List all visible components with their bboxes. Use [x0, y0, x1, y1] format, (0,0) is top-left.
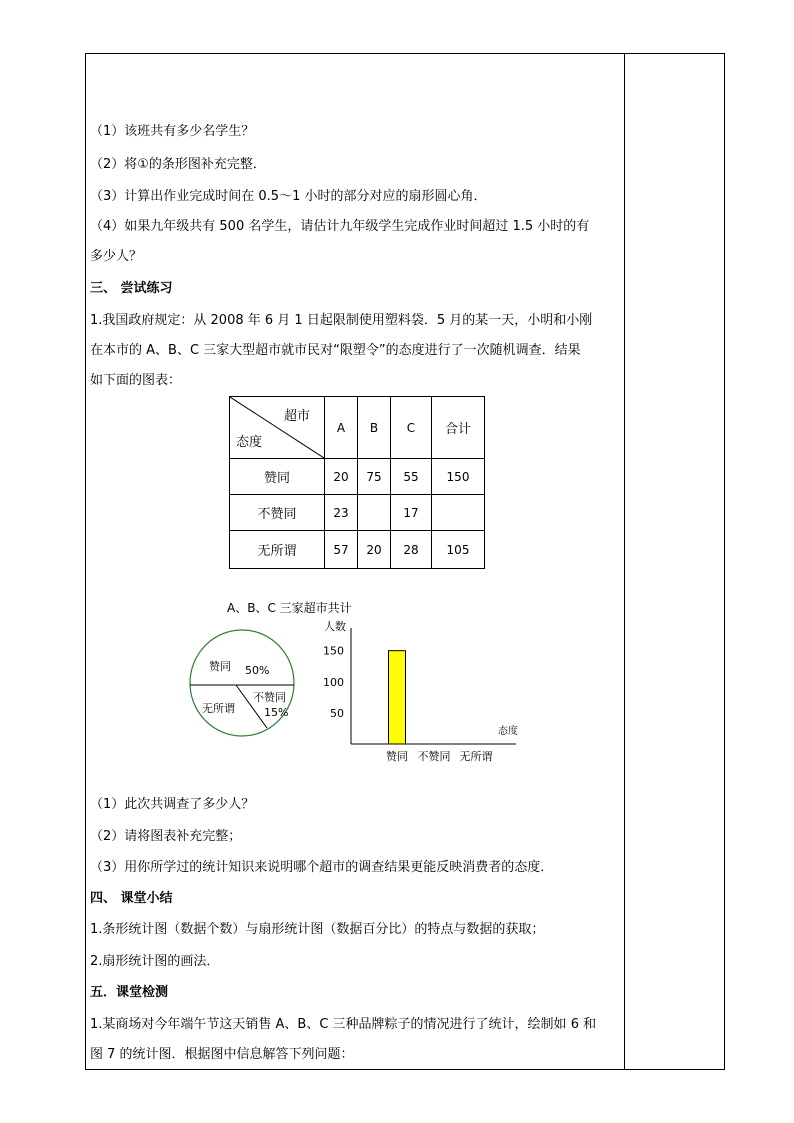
problem-text-line: 在本市的 A、B、C 三家大型超市就市民对“限塑令”的态度进行了一次随机调查．结果	[90, 343, 581, 358]
summary-line: 2.扇形统计图的画法．	[90, 954, 220, 969]
question-line: （1）此次共调查了多少人？	[90, 797, 255, 812]
section5-heading: 五．课堂检测	[90, 985, 169, 1000]
row-label: 不赞同	[230, 495, 325, 531]
question-line: （4）如果九年级共有 500 名学生，请估计九年级学生完成作业时间超过 1.5 小时的有	[90, 219, 590, 234]
y-tick-label: 150	[323, 644, 344, 658]
survey-table	[229, 396, 485, 569]
section4-heading: 四、 课堂小结	[90, 891, 173, 906]
table-corner-cell	[230, 397, 325, 459]
table-cell: 57	[325, 531, 358, 569]
table-cell: 55	[391, 459, 432, 495]
question-line: （1）该班共有多少名学生？	[90, 124, 255, 139]
bar	[389, 651, 406, 744]
table-cell: 75	[358, 459, 391, 495]
section3-heading: 三、 尝试练习	[90, 281, 173, 296]
table-cell	[358, 495, 391, 531]
table-cell: 105	[432, 531, 485, 569]
corner-bottom-label: 态度	[236, 435, 263, 450]
table-header: 合计	[432, 397, 485, 459]
row-label: 赞同	[230, 459, 325, 495]
table-header: A	[325, 397, 358, 459]
pie-label-agree-pct: 50%	[245, 664, 270, 677]
question-line: 多少人？	[90, 249, 143, 264]
question-line: （2）请将图表补充完整；	[90, 829, 242, 844]
x-axis-label: 态度	[498, 726, 518, 737]
question-line: （3）计算出作业完成时间在 0.5～1 小时的部分对应的扇形圆心角．	[90, 189, 487, 204]
problem-text-line: 1.我国政府规定：从 2008 年 6 月 1 日起限制使用塑料袋．5 月的某一天，小明和小刚	[90, 313, 593, 328]
pie-chart	[189, 628, 299, 740]
y-tick-label: 100	[323, 675, 344, 689]
table-row	[230, 459, 485, 495]
table-cell: 20	[325, 459, 358, 495]
column-divider	[624, 53, 625, 1070]
table-cell: 28	[391, 531, 432, 569]
x-tick-label: 赞同	[386, 750, 408, 763]
table-header: C	[391, 397, 432, 459]
y-tick-label: 50	[330, 706, 344, 720]
x-tick-label: 不赞同	[417, 750, 451, 763]
table-row	[230, 495, 485, 531]
question-line: （2）将①的条形图补充完整．	[90, 157, 266, 172]
bar-chart	[320, 612, 530, 772]
chart-caption: A、B、C 三家超市共计	[227, 601, 352, 615]
test-text-line: 1.某商场对今年端午节这天销售 A、B、C 三种品牌粽子的情况进行了统计，绘制如 6 和	[90, 1017, 597, 1032]
pie-label-disagree-pct: 15%	[264, 706, 289, 719]
table-cell	[432, 495, 485, 531]
table-cell: 17	[391, 495, 432, 531]
pie-label-indifferent: 无所谓	[202, 702, 235, 715]
pie-label-disagree: 不赞同	[253, 691, 286, 704]
table-cell: 150	[432, 459, 485, 495]
x-tick-label: 无所谓	[459, 750, 493, 763]
test-text-line: 图 7 的统计图．根据图中信息解答下列问题：	[90, 1047, 354, 1062]
question-line: （3）用你所学过的统计知识来说明哪个超市的调查结果更能反映消费者的态度．	[90, 860, 554, 875]
problem-text-line: 如下面的图表：	[90, 373, 182, 388]
corner-top-label: 超市	[283, 409, 310, 424]
pie-label-agree: 赞同	[209, 660, 231, 673]
row-label: 无所谓	[230, 531, 325, 569]
table-header: B	[358, 397, 391, 459]
table-cell: 20	[358, 531, 391, 569]
summary-line: 1.条形统计图（数据个数）与扇形统计图（数据百分比）的特点与数据的获取；	[90, 922, 545, 937]
table-row	[230, 531, 485, 569]
pie-outline	[190, 630, 294, 736]
y-axis-label: 人数	[324, 620, 346, 633]
table-cell: 23	[325, 495, 358, 531]
